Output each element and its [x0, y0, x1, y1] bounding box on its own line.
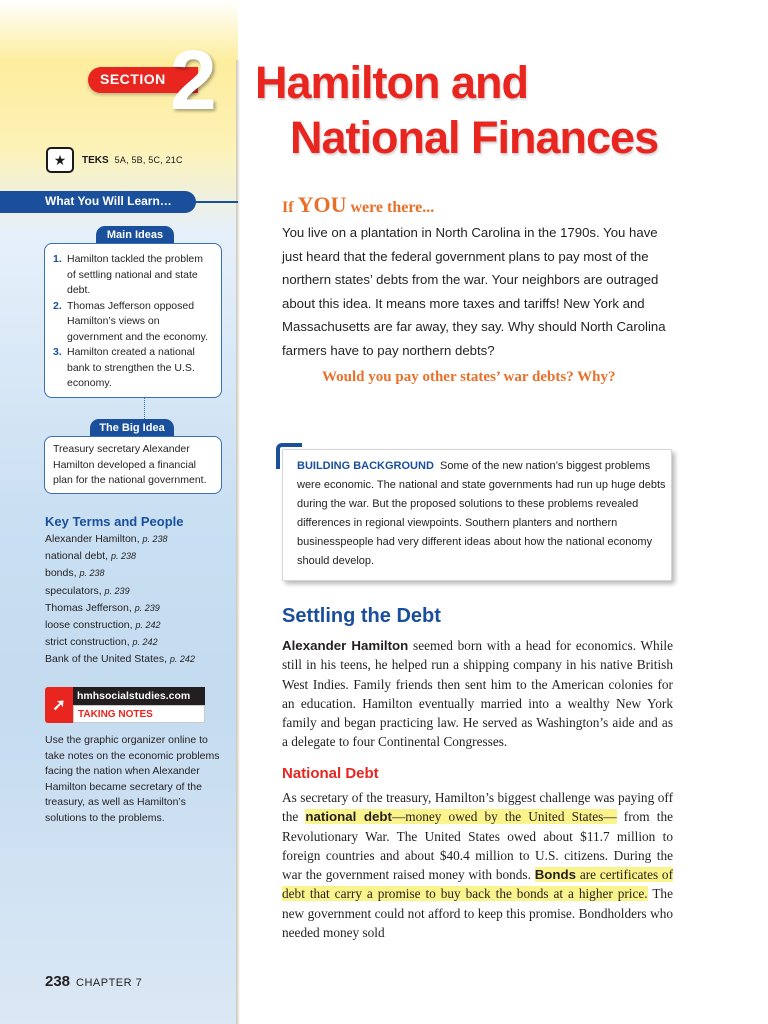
key-terms-title: Key Terms and People — [45, 514, 184, 529]
scenario-question: Would you pay other states’ war debts? Why? — [322, 369, 616, 385]
key-term-item: national debt, p. 238 — [45, 550, 137, 563]
scenario-text: You live on a plantation in North Carolina in the 1790s. You have just heard that the federal government plans to pay most of the northern states’ debts from the war. Your neighbors are outraged about this idea. It means more taxes and tariffs! New York and Massachusetts are far away, they say. Why should North Carolina farmers have to pay northern debts? — [282, 225, 666, 358]
main-ideas-box — [44, 243, 222, 398]
page-number: 238 — [45, 973, 71, 990]
key-term-item: speculators, p. 239 — [45, 584, 130, 597]
key-term-item: Bank of the United States, p. 242 — [45, 653, 195, 666]
texas-star-icon: ★ — [46, 147, 74, 173]
key-term-item: Alexander Hamilton, p. 238 — [45, 533, 168, 545]
if-you-were-there: If YOU were there... — [282, 192, 435, 217]
key-terms-list — [45, 531, 195, 669]
sidebar-edge — [236, 60, 240, 1024]
page-footer — [45, 973, 142, 991]
building-background-text: BUILDING BACKGROUND Some of the new nation’s biggest problems were economic. The national and state governments had run up huge debts during the war. But the proposed solutions to these problems revealed differences in regional viewpoints. Southern planters and northern businesspeople had very different ideas about how the national economy should develop. — [297, 460, 666, 567]
page-title-line-2: National Finances — [290, 112, 659, 163]
learn-bar-rule — [196, 201, 238, 203]
key-term-item: bonds, p. 238 — [45, 567, 105, 580]
big-idea-tab: The Big Idea — [90, 419, 174, 437]
key-term-item: strict construction, p. 242 — [45, 636, 158, 649]
teks-codes: 5A, 5B, 5C, 21C — [114, 155, 183, 165]
chapter-label: CHAPTER 7 — [76, 977, 143, 989]
heading-settling-the-debt: Settling the Debt — [282, 605, 441, 627]
main-ideas-tab: Main Ideas — [96, 226, 174, 244]
main-idea-item: 1. Hamilton tackled the problem of settling national and state debt. — [53, 253, 203, 296]
main-idea-item: 3. Hamilton created a national bank to strengthen the U.S. economy. — [53, 346, 195, 389]
main-idea-item: 2. Thomas Jefferson opposed Hamilton’s views on government and the economy. — [53, 299, 209, 343]
taking-notes-label: TAKING NOTES — [73, 705, 205, 723]
section-label: SECTION — [100, 71, 166, 87]
big-idea-box: Treasury secretary Alexander Hamilton developed a financial plan for the national government. — [44, 436, 222, 494]
connector-line — [144, 398, 145, 419]
settling-debt-paragraph: Alexander Hamilton seemed born with a head for economics. While still in his teens, he helped run a shipping company in his native British West Indies. Family friends then sent him to the American colonies for an education. Hamilton eventually married into a wealthy New York family and began practicing law. He served as Washington’s aide and as a delegate to four Continental Congresses. — [282, 638, 673, 750]
taking-notes-text: Use the graphic organizer online to take notes on the economic problems facing the nation when Alexander Hamilton became secretary of the treasury, as well as Hamilton’s solutions to the problems. — [45, 734, 220, 824]
teks-row — [46, 147, 183, 173]
heading-national-debt: National Debt — [282, 765, 379, 782]
teks-label: TEKS — [82, 154, 109, 166]
key-term-item: Thomas Jefferson, p. 239 — [45, 601, 160, 614]
web-link[interactable] — [45, 687, 205, 723]
national-debt-paragraph: As secretary of the treasury, Hamilton’s biggest challenge was paying off the national debt—money owed by the United States— from the Revolutionary War. The United States owed about $11.7 million to foreign countries and about $40.4 million to U.S. citizens. During the war the government raised money with bonds. Bonds are certificates of debt that carry a promise to buy back the bonds at a higher price. The new government could not afford to keep this promise. Bondholders who needed money sold — [282, 790, 674, 941]
arrow-icon: ➚ — [45, 687, 73, 723]
section-number: 2 — [170, 33, 215, 127]
key-term-item: loose construction, p. 242 — [45, 619, 161, 632]
page-title-line-1: Hamilton and — [255, 57, 529, 108]
web-url[interactable]: hmhsocialstudies.com — [73, 687, 205, 705]
what-you-will-learn: What You Will Learn… — [45, 194, 172, 208]
